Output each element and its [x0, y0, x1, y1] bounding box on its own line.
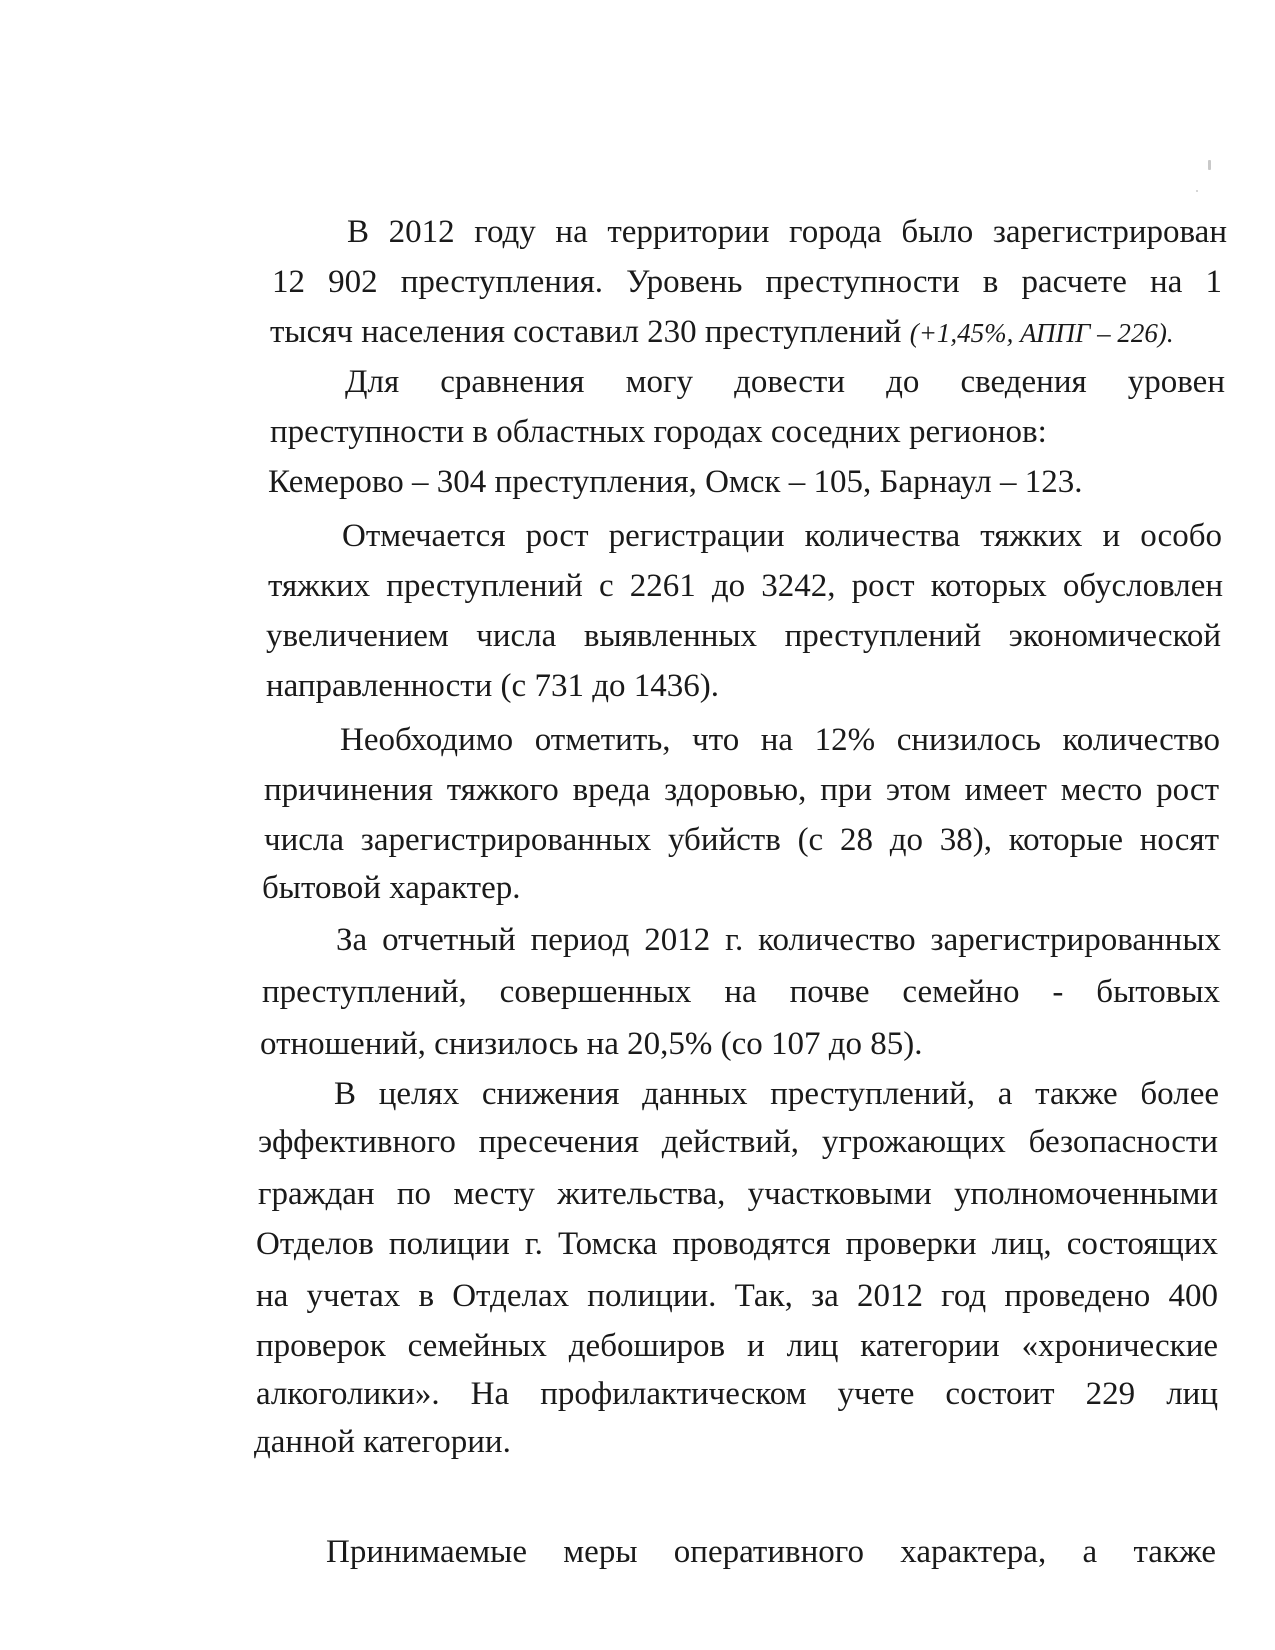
paragraph-4-line-3: числа зарегистрированных убийств (с 28 до 38), которые носят — [264, 822, 1219, 858]
paragraph-6-line-4: Отделов полиции г. Томска проводятся проверки лиц, состоящих — [256, 1226, 1218, 1262]
paragraph-6-line-1: В целях снижения данных преступлений, а также более — [334, 1076, 1219, 1112]
paragraph-5-line-3: отношений, снизилось на 20,5% (со 107 до 85). — [260, 1026, 923, 1062]
paragraph-6-line-3: граждан по месту жительства, участковыми уполномоченными — [258, 1176, 1218, 1212]
paragraph-6-line-8: данной категории. — [254, 1424, 511, 1460]
paragraph-2-line-2: преступности в областных городах соседних регионов: — [270, 414, 1047, 450]
paragraph-1-line-3 — [270, 312, 1260, 353]
paragraph-6-line-5: на учетах в Отделах полиции. Так, за 2012 год проведено 400 — [256, 1278, 1218, 1314]
paragraph-3-line-2: тяжких преступлений с 2261 до 3242, рост которых обусловлен — [268, 568, 1223, 604]
paragraph-3-line-3: увеличением числа выявленных преступлений экономической — [266, 618, 1221, 654]
paragraph-2-line-3: Кемерово – 304 преступления, Омск – 105, Барнаул – 123. — [268, 464, 1083, 500]
paragraph-1-line-3-italic-note: (+1,45%, АППГ – 226). — [909, 318, 1174, 348]
paragraph-3-line-4: направленности (с 731 до 1436). — [266, 668, 719, 704]
paragraph-1-line-2: 12 902 преступления. Уровень преступности в расчете на 1 — [272, 264, 1222, 300]
paragraph-4-line-4: бытовой характер. — [262, 870, 521, 906]
paragraph-6-line-7: алкоголики». На профилактическом учете состоит 229 лиц — [256, 1376, 1218, 1412]
paragraph-6-line-2: эффективного пресечения действий, угрожающих безопасности — [258, 1124, 1218, 1160]
paragraph-4-line-2: причинения тяжкого вреда здоровью, при этом имеет место рост — [264, 772, 1219, 808]
paragraph-3-line-1: Отмечается рост регистрации количества тяжких и особо — [342, 518, 1222, 554]
scan-mark — [1196, 190, 1198, 192]
paragraph-6-line-6: проверок семейных дебоширов и лиц категории «хронические — [256, 1328, 1218, 1364]
paragraph-2-line-1: Для сравнения могу довести до сведения уровен — [345, 364, 1225, 400]
paragraph-4-line-1: Необходимо отметить, что на 12% снизилось количество — [340, 722, 1220, 758]
scan-mark — [1208, 160, 1211, 170]
paragraph-7-line-1: Принимаемые меры оперативного характера, а также — [326, 1534, 1216, 1570]
paragraph-5-line-2: преступлений, совершенных на почве семейно - бытовых — [262, 974, 1220, 1010]
paragraph-5-line-1: За отчетный период 2012 г. количество зарегистрированных — [336, 922, 1221, 958]
paragraph-1-line-3-text: тысяч населения составил 230 преступлений — [270, 314, 902, 350]
paragraph-1-line-1: В 2012 году на территории города было зарегистрирован — [347, 214, 1227, 250]
